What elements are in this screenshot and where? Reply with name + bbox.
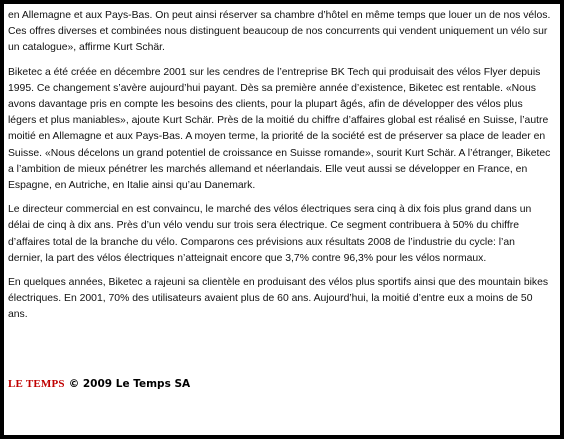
copyright-notice: © 2009 Le Temps SA [68,378,191,390]
article-paragraph: En quelques années, Biketec a rajeuni sa clientèle en produisant des vélos plus sportifs ainsi que des mountain bikes électriques. En 2001, 70% des utilisateurs avaient plus de 60 ans. Aujourd’hui, la moitié d’entre eux a moins de 50 ans. [8,277,549,321]
article-footer [8,378,190,390]
article-paragraph: Le directeur commercial en est convaincu, le marché des vélos électriques sera cinq à dix fois plus grand dans un délai de cinq à dix ans. Près d’un vélo vendu sur trois sera électrique. Ce segment contribuera à 50% du chiffre d’affaires total de la branche du vélo. Comparons ces prévisions aux résultats 2008 de l’industrie du cycle: l’an dernier, la part des vélos électriques n’atteignait encore que 3,7% contre 96,3% pour les vélos normaux. [8,204,532,264]
article-paragraph: en Allemagne et aux Pays-Bas. On peut ainsi réserver sa chambre d’hôtel en même temps que louer un de nos vélos. Ces offres diverses et combinées nous distinguent beaucoup de nos concurrents qui vendent uniquement un vélo sur un catalogue», affirme Kurt Schär. [8,10,551,54]
article-paragraph: Biketec a été créée en décembre 2001 sur les cendres de l’entreprise BK Tech qui produisait des vélos Flyer depuis 1995. Ce changement s’avère aujourd’hui payant. Dès sa première année d’existence, Biketec est rentable. «Nous avons davantage pris en compte les besoins des clients, pour la plupart âgés, afin de développer des vélos plus légers et plus maniables», ajoute Kurt Schär. Près de la moitié du chiffre d’affaires global est réalisé en Suisse, l’autre moitié en Allemagne et aux Pays-Bas. A moyen terme, la priorité de la société est de préserver sa place de leader en Suisse. «Nous décelons un grand potentiel de croissance en Suisse romande», sourit Kurt Schär. A l’étranger, Biketec a l’ambition de mieux pénétrer les marchés allemand et néerlandais. Elle veut aussi se développer en France, en Espagne, en Autriche, en Italie ainsi qu’au Danemark. [8,66,551,192]
le-temps-logo[interactable]: LE TEMPS [8,378,65,390]
article-body [8,8,552,332]
